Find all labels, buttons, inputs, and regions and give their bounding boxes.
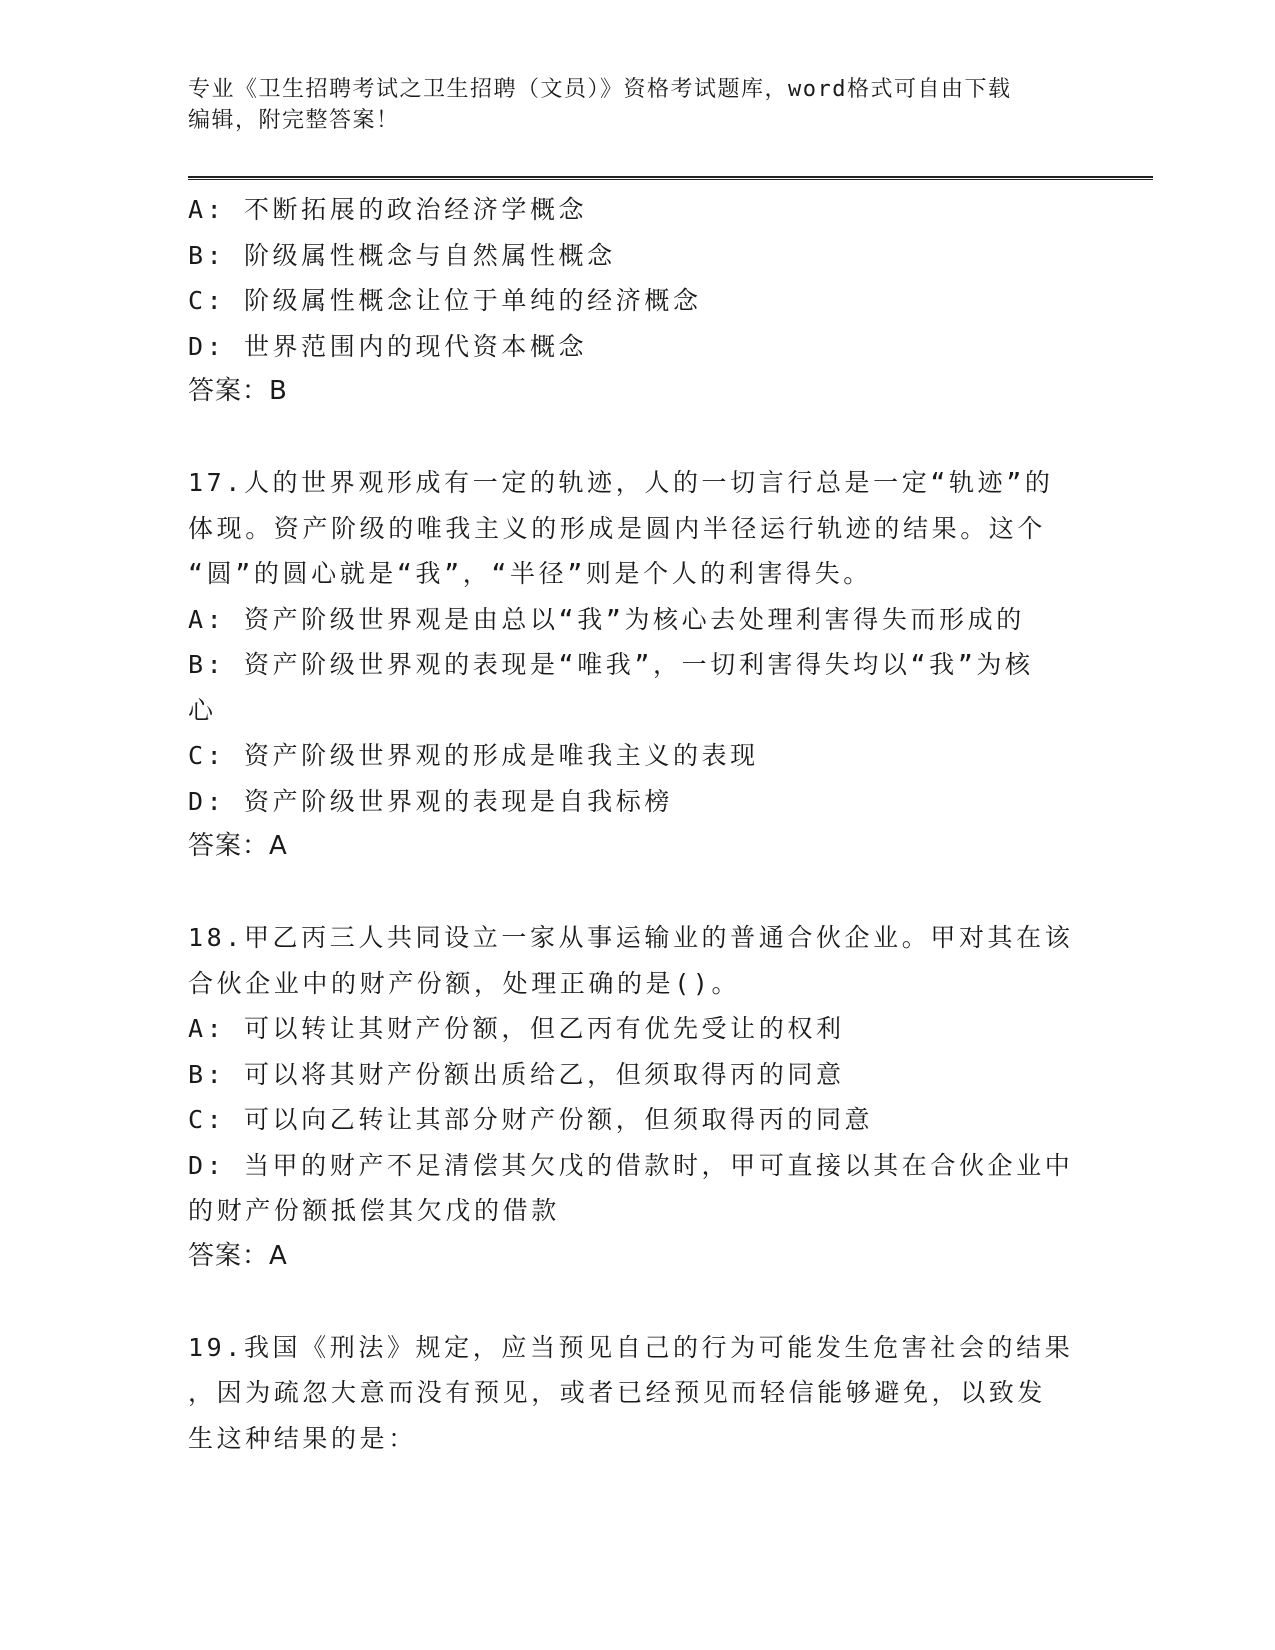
question-19 — [188, 1325, 1148, 1462]
question-text-line: 合伙企业中的财产份额，处理正确的是()。 — [188, 968, 741, 998]
question-text-line: “圆”的圆心就是“我”，“半径”则是个人的利害得失。 — [188, 559, 872, 588]
question-16 — [188, 187, 1148, 415]
answer: 答案：A — [188, 1240, 288, 1271]
question-text-line: 生这种结果的是： — [188, 1423, 417, 1453]
option-a: A: 不断拓展的政治经济学概念 — [188, 195, 588, 224]
document-header — [188, 74, 1068, 136]
option-d: D: 资产阶级世界观的表现是自我标榜 — [188, 786, 673, 816]
question-18 — [188, 915, 1148, 1279]
document-page — [188, 74, 1148, 1453]
question-17 — [188, 460, 1148, 870]
option-b: B: 可以将其财产份额出质给乙，但须取得丙的同意 — [188, 1059, 845, 1089]
option-d-continued: 的财产份额抵偿其欠戊的借款 — [188, 1196, 560, 1225]
answer: 答案：B — [188, 376, 288, 406]
option-c: C: 可以向乙转让其部分财产份额，但须取得丙的同意 — [188, 1105, 874, 1134]
spacer — [188, 415, 1148, 461]
document-body — [188, 187, 1148, 1461]
header-divider — [188, 176, 1153, 180]
option-a: A: 可以转让其财产份额，但乙丙有优先受让的权利 — [188, 1014, 845, 1043]
option-b: B: 阶级属性概念与自然属性概念 — [188, 240, 616, 270]
option-b-continued: 心 — [188, 695, 217, 725]
option-a: A: 资产阶级世界观是由总以“我”为核心去处理利害得失而形成的 — [188, 604, 1025, 634]
option-d: D: 当甲的财产不足清偿其欠戊的借款时，甲可直接以其在合伙企业中 — [188, 1150, 1074, 1180]
header-line-2: 编辑，附完整答案！ — [188, 108, 400, 133]
header-line-1: 专业《卫生招聘考试之卫生招聘（文员）》资格考试题库，word格式可自由下载 — [188, 77, 1012, 102]
option-b: B: 资产阶级世界观的表现是“唯我”，一切利害得失均以“我”为核 — [188, 650, 1034, 679]
question-text-line: 体现。资产阶级的唯我主义的形成是圆内半径运行轨迹的结果。这个 — [188, 513, 1047, 543]
spacer — [188, 1279, 1148, 1325]
option-c: C: 阶级属性概念让位于单纯的经济概念 — [188, 286, 702, 315]
option-d: D: 世界范围内的现代资本概念 — [188, 331, 588, 361]
answer: 答案：A — [188, 831, 288, 861]
question-text-line: 18.甲乙丙三人共同设立一家从事运输业的普通合伙企业。甲对其在该 — [188, 923, 1074, 952]
option-c: C: 资产阶级世界观的形成是唯我主义的表现 — [188, 741, 759, 770]
question-text-line: 19.我国《刑法》规定，应当预见自己的行为可能发生危害社会的结果 — [188, 1332, 1074, 1362]
spacer — [188, 870, 1148, 916]
question-text-line: 17.人的世界观形成有一定的轨迹，人的一切言行总是一定“轨迹”的 — [188, 468, 1054, 497]
question-text-line: ，因为疏忽大意而没有预见，或者已经预见而轻信能够避免，以致发 — [188, 1378, 1047, 1407]
